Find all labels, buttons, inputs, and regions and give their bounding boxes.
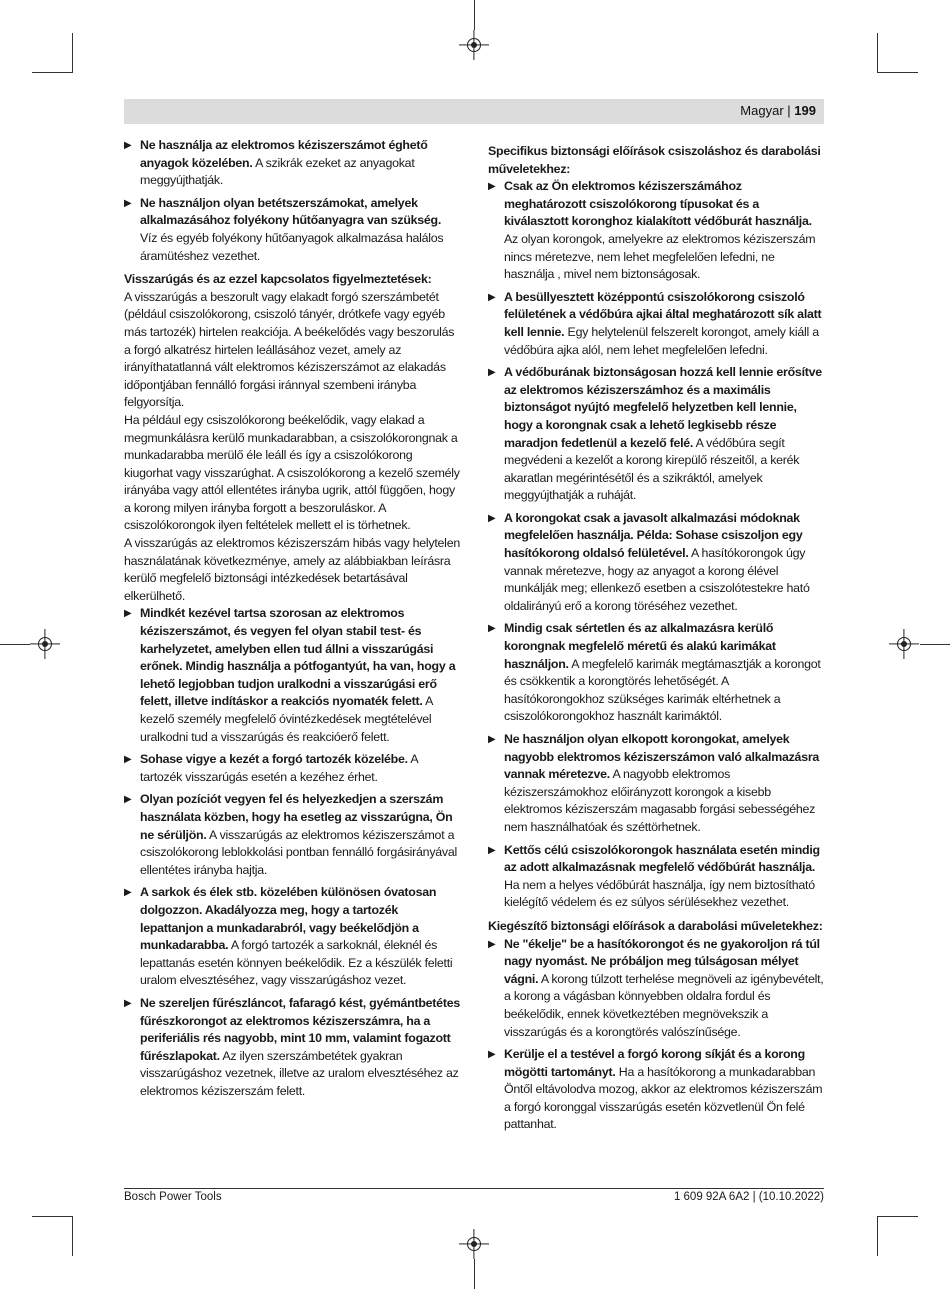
- page-header: [124, 99, 824, 124]
- instruction-explanation-text: A tartozék visszarúgás esetén a kezéhez érhet.: [140, 752, 418, 784]
- instruction-explanation-text: A védőbúra segít megvédeni a kezelőt a korong kirepülő részeitől, a kerék akaratlan megérintésétől és a szikráktól, amelyek meggyújthatják a ruháját.: [504, 435, 800, 503]
- bullet-triangle-icon: ▶: [488, 734, 496, 745]
- section-heading: Visszarúgás és az ezzel kapcsolatos figyelmeztetések:: [124, 272, 432, 287]
- bullet-triangle-icon: ▶: [488, 181, 496, 193]
- bullet-triangle-icon: ▶: [488, 844, 496, 856]
- footer-rule: [124, 1188, 824, 1189]
- bullet-triangle-icon: ▶: [124, 197, 132, 209]
- header-text: [740, 103, 816, 118]
- instruction-explanation-text: A hasítókorongok úgy vannak méretezve, hogy az anyagot a korong élével munkálják meg; ellenkező esetben a csiszolótestekre ható oldalirányú erő a korong töréséhez vezethet.: [504, 546, 810, 613]
- safety-instruction-item: [124, 995, 461, 1101]
- instruction-explanation-text: Az olyan korongok, amelyekre az elektromos kéziszerszám nincs méretezve, nem lehet megfelelően lefedni, ne használja , mivel nem biztonságosak.: [504, 231, 816, 282]
- bullet-triangle-icon: ▶: [488, 623, 496, 635]
- instruction-bold-text: Ne használja az elektromos kéziszerszámot éghető anyagok közelében.: [140, 138, 428, 170]
- safety-instruction-item: [124, 751, 461, 786]
- instruction-bold-text: A korongokat csak a javasolt alkalmazási módoknak megfelelően használja. Példa: Sohase csiszoljon egy hasítókorong oldalsó felületével.: [504, 510, 803, 561]
- crop-mark: [474, 0, 475, 30]
- safety-instruction-item: [124, 605, 461, 746]
- bullet-triangle-icon: ▶: [124, 997, 132, 1009]
- registration-mark-icon: [897, 637, 911, 651]
- bullet-triangle-icon: ▶: [488, 367, 496, 379]
- right-column: [488, 137, 825, 1139]
- safety-instruction-item: [124, 791, 461, 879]
- instruction-explanation-text: Egy helytelenül felszerelt korongot, amely kiáll a védőbúra ajka alól, nem lehet megfelelően lefedni.: [504, 324, 819, 357]
- safety-instruction-item: [488, 936, 825, 1042]
- instruction-bold-text: A besüllyesztett középpontú csiszolókorong csiszoló felületének a védőbúra ajkai által meghatározott sík alatt kell lennie.: [504, 289, 822, 339]
- crop-mark: [32, 72, 72, 73]
- bullet-triangle-icon: ▶: [124, 794, 132, 806]
- instruction-bold-text: A védőburának biztonságosan hozzá kell lennie erősítve az elektromos kéziszerszámhoz és a maximális biztonságot nyújtó megfelelő helyzetben kell lennie, hogy a korongnak csak a lehető legkisebb része maradjon fedetlenül a kezelő felé.: [504, 365, 822, 450]
- safety-instruction-item: [124, 137, 461, 190]
- bullet-triangle-icon: ▶: [488, 291, 496, 303]
- instruction-explanation-text: Ha a hasítókorong a munkadarabban Öntől eltávolodva mozog, akkor az elektromos kéziszerszám a forgó koronggal visszarúgás esetén közvetlenül Ön felé pattanhat.: [504, 1064, 823, 1132]
- safety-instruction-item: [488, 510, 825, 616]
- bullet-triangle-icon: ▶: [124, 608, 132, 620]
- header-language: Magyar: [740, 103, 784, 118]
- instruction-bold-text: Ne használjon olyan betétszerszámokat, amelyek alkalmazásához folyékony hűtőanyagra van szükség.: [140, 195, 442, 228]
- crop-mark: [920, 644, 950, 645]
- safety-instruction-item: [488, 620, 825, 726]
- crop-mark: [32, 1216, 72, 1217]
- instruction-explanation-text: Ha nem a helyes védőbúrát használja, így nem biztosítható kielégítő védelem és ez súlyos sérülésekhez vezethet.: [504, 877, 815, 910]
- crop-mark: [0, 644, 30, 645]
- instruction-explanation-text: A korong túlzott terhelése megnöveli az igénybevételt, a korong a vágásban könnyebben oldalra fordul és beékelődik, ennek következtében megnövekszik a visszarúgás és a korongtörés valószínűsége.: [504, 971, 824, 1039]
- footer-brand: Bosch Power Tools: [124, 1191, 222, 1203]
- crop-mark: [474, 1259, 475, 1289]
- body-paragraph: A visszarúgás a beszorult vagy elakadt forgó szerszámbetét (például csiszolókorong, csiszoló tányér, drótkefe vagy egyéb más tartozék) hirtelen reakciója. A beékelődés vagy beszorulás a forgó alkatrész hirtelen leállásához vezet, amely az irányíthatatlanná vált elektromos kéziszerszámot az elakadás időpontjában fennálló forgási iránnyal szembeni irányba felgyorsítja.: [124, 289, 455, 410]
- instruction-explanation-text: A szikrák ezeket az anyagokat meggyújthatják.: [140, 155, 415, 188]
- instruction-explanation-text: A megfelelő karimák megtámasztják a korongot és csökkentik a korongtörés lehetőségét. A hasítókorongokhoz szükséges karimák eltérhetnek a csiszolókorongokhoz használt karimáktól.: [504, 656, 821, 724]
- instruction-explanation-text: A forgó tartozék a sarkoknál, éleknél és lepattanás esetén könnyen beékelődik. Ez a készülék feletti uralom elvesztéséhez, vagy visszarúgáshoz vezet.: [140, 938, 453, 988]
- body-paragraph: Ha például egy csiszolókorong beékelődik, vagy elakad a megmunkálásra kerülő munkadarabban, a csiszolókorongnak a munkadarabba merülő éle leáll és így a csiszolókorong kiugorhat vagy visszarúghat. A csiszolókorong a kezelő személy irányába vagy attól ellentétes irányba ugrik, attól függően, hogy a korong milyen irányba forgott a beszoruláskor. A csiszolókorongok ilyen feltételek mellett el is törhetnek.: [124, 412, 460, 533]
- instruction-bold-text: Olyan pozíciót vegyen fel és helyezkedjen a szerszám használata közben, hogy ha esetleg az visszarúgna, Ön ne sérüljön.: [140, 792, 453, 842]
- left-column: [124, 137, 461, 1105]
- instruction-bold-text: Mindkét kezével tartsa szorosan az elektromos kéziszerszámot, és vegyen fel olyan stabil test- és karhelyzetet, amelyben ellen tud állni a visszarúgási erőnek. Mindig használja a pótfogantyút, ha van, hogy a lehető legjobban tudjon uralkodni a visszarúgási erő felett, illetve indításkor a reakciós nyomaték felett.: [140, 606, 456, 709]
- crop-mark: [878, 1216, 918, 1217]
- instruction-bold-text: Ne "ékelje" be a hasítókorongot és ne gyakoroljon rá túl nagy nyomást. Ne próbáljon meg túlságosan mélyet vágni.: [504, 936, 820, 986]
- bullet-triangle-icon: ▶: [488, 1049, 496, 1061]
- safety-instruction-item: [488, 364, 825, 505]
- registration-mark-icon: [467, 1237, 481, 1251]
- instruction-bold-text: A sarkok és élek stb. közelében különösen óvatosan dolgozzon. Akadályozza meg, hogy a tartozék lepattanjon a munkadarabról, vagy beékelődjön a munkadarabba.: [140, 885, 437, 953]
- crop-mark: [72, 33, 73, 73]
- bullet-triangle-icon: ▶: [124, 140, 132, 151]
- bullet-triangle-icon: ▶: [124, 754, 132, 766]
- registration-mark-icon: [38, 637, 52, 651]
- section-heading: Specifikus biztonsági előírások csiszoláshoz és darabolási műveletekhez:: [488, 144, 821, 176]
- safety-instruction-item: [124, 884, 461, 990]
- instruction-explanation-text: A visszarúgás az elektromos kéziszerszámot a csiszolókorong leblokkolási pontban fennálló forgásirányával ellentétes irányba hajtja.: [140, 827, 457, 877]
- crop-mark: [877, 1216, 878, 1256]
- page-number: 199: [794, 103, 816, 118]
- instruction-bold-text: Mindig csak sértetlen és az alkalmazásra kerülő korongnak megfelelő méretű és alakú karimákat használjon.: [504, 621, 776, 671]
- instruction-explanation-text: Víz és egyéb folyékony hűtőanyagok alkalmazása halálos áramütéshez vezethet.: [140, 230, 444, 263]
- section-heading: Kiegészítő biztonsági előírások a darabolási műveletekhez:: [488, 918, 823, 933]
- instruction-bold-text: Csak az Ön elektromos kéziszerszámához meghatározott csiszolókorong típusokat és a kiválasztott koronghoz kialakított védőburát használja.: [504, 179, 812, 229]
- instruction-explanation-text: A kezelő személy megfelelő óvintézkedések megtételével uralkodni tud a visszarúgás és reakcióerő felett.: [140, 694, 433, 744]
- instruction-bold-text: Ne szereljen fűrészláncot, fafaragó kést, gyémántbetétes fűrészkorongot az elektromos kéziszerszámra, ha a periferiális rés nagyobb, mint 10 mm, valamint fogazott fűrészlapokat.: [140, 995, 460, 1063]
- footer-doc-id: 1 609 92A 6A2 | (10.10.2022): [673, 1191, 824, 1203]
- crop-mark: [877, 33, 878, 73]
- instruction-bold-text: Sohase vigye a kezét a forgó tartozék közelébe.: [140, 752, 408, 767]
- safety-instruction-item: [488, 731, 825, 837]
- safety-instruction-item: [488, 178, 825, 284]
- crop-mark: [878, 72, 918, 73]
- bullet-triangle-icon: ▶: [488, 938, 496, 950]
- instruction-explanation-text: Az ilyen szerszámbetétek gyakran visszarúgáshoz vezetnek, illetve az uralom elvesztéséhez az elektromos kéziszerszám felett.: [140, 1048, 459, 1098]
- instruction-explanation-text: A nagyobb elektromos kéziszerszámokhoz előirányzott korongok a kisebb elektromos kéziszerszám magasabb forgási sebességéhez nem használhatóak és széttörhetnek.: [504, 767, 816, 834]
- instruction-bold-text: Kettős célú csiszolókorongok használata esetén mindig az adott alkalmazásnak megfelelő védőbúrát használja.: [504, 842, 820, 875]
- safety-instruction-item: [488, 289, 825, 359]
- registration-mark-icon: [467, 38, 481, 52]
- crop-mark: [72, 1216, 73, 1256]
- instruction-bold-text: Kerülje el a testével a forgó korong síkját és a korong mögötti tartományt.: [504, 1047, 805, 1079]
- header-separator: |: [787, 103, 791, 118]
- body-paragraph: A visszarúgás az elektromos kéziszerszám hibás vagy helytelen használatának következménye, amely az alábbiakban leírásra kerülő megfelelő biztonsági intézkedések betartásával elkerülhető.: [124, 536, 460, 603]
- safety-instruction-item: [124, 195, 461, 265]
- safety-instruction-item: [488, 1046, 825, 1134]
- instruction-bold-text: Ne használjon olyan elkopott korongokat, amelyek nagyobb elektromos kéziszerszámon való alkalmazásra vannak méretezve.: [504, 732, 820, 782]
- safety-instruction-item: [488, 842, 825, 912]
- bullet-triangle-icon: ▶: [488, 512, 496, 524]
- bullet-triangle-icon: ▶: [124, 887, 132, 899]
